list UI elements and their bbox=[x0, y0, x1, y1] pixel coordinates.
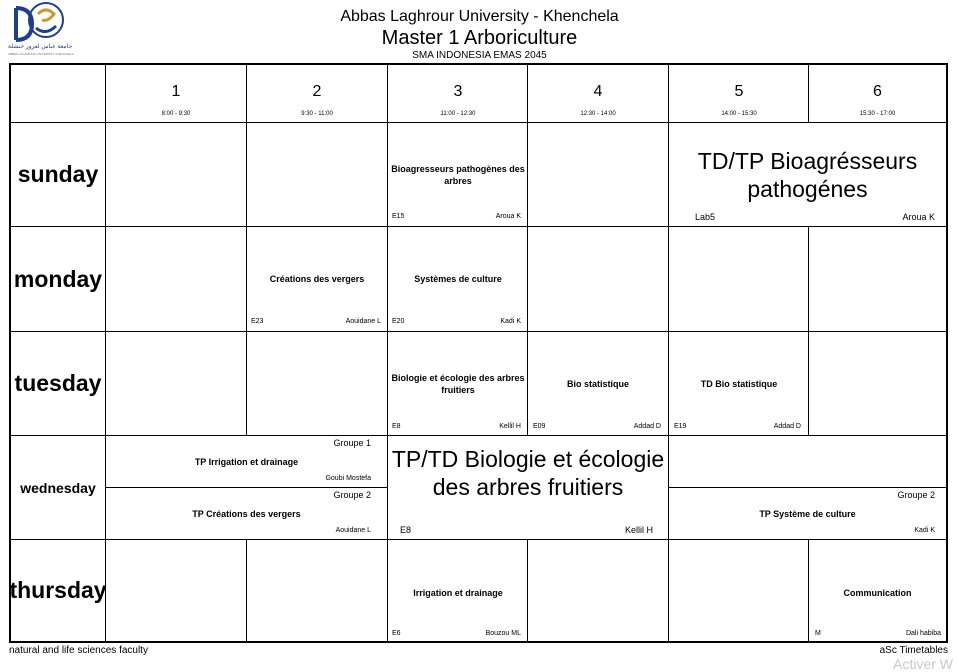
period-time: 8:00 - 9:30 bbox=[161, 111, 191, 117]
session-teacher: Aouidane L bbox=[335, 527, 371, 534]
session-room: E09 bbox=[533, 423, 546, 430]
session-room: E6 bbox=[392, 630, 401, 637]
session-teacher: Aroua K bbox=[495, 213, 521, 220]
period-number: 5 bbox=[734, 83, 744, 100]
day-label: wednesday bbox=[20, 479, 96, 496]
session-teacher: Aouidane L bbox=[345, 318, 381, 325]
timetable-grid bbox=[9, 63, 948, 643]
session-room: E8 bbox=[400, 525, 412, 535]
grid-line bbox=[11, 226, 946, 227]
period-number: 4 bbox=[593, 83, 603, 100]
grid-line bbox=[808, 226, 809, 435]
activation-watermark: Activer W bbox=[893, 656, 953, 672]
logo-arabic-text: جامعة عباس لغرور خنشلة bbox=[8, 44, 73, 50]
logo-subtext: ABBES LAGHROUR UNIVERSITY KHENCHELA bbox=[8, 52, 74, 56]
session-room: E23 bbox=[251, 318, 264, 325]
session-subject: Biologie et écologie des arbres fruitiers bbox=[391, 373, 525, 395]
period-number: 3 bbox=[453, 83, 463, 100]
period-time: 11:00 - 12:30 bbox=[440, 111, 476, 117]
footer-faculty: natural and life sciences faculty bbox=[9, 645, 148, 656]
session-subject: TP Créations des vergers bbox=[192, 509, 301, 519]
group-label: Groupe 1 bbox=[333, 438, 371, 448]
session-room: Lab5 bbox=[695, 212, 716, 222]
session-teacher: Addad D bbox=[773, 423, 801, 430]
period-number: 6 bbox=[873, 83, 882, 100]
grid-line bbox=[105, 65, 106, 641]
session-teacher: Addad D bbox=[633, 423, 661, 430]
day-label: tuesday bbox=[14, 370, 102, 396]
grid-line bbox=[106, 487, 387, 488]
session-teacher: Goubi Mostefa bbox=[325, 475, 371, 482]
session-teacher: Kadi K bbox=[500, 318, 521, 325]
grid-line bbox=[11, 122, 946, 123]
session-teacher: Dali habiba bbox=[905, 630, 941, 637]
session-subject: Irrigation et drainage bbox=[413, 588, 503, 598]
grid-line bbox=[11, 539, 946, 540]
period-time: 14:00 - 15:30 bbox=[721, 111, 757, 117]
program-title: Master 1 Arboriculture bbox=[381, 27, 578, 49]
day-label: thursday bbox=[9, 577, 107, 603]
university-title: Abbas Laghrour University - Khenchela bbox=[340, 8, 619, 25]
period-number: 1 bbox=[171, 83, 181, 100]
grid-line bbox=[387, 65, 388, 641]
grid-line bbox=[11, 435, 946, 436]
session-subject: Systèmes de culture bbox=[414, 274, 502, 284]
period-time: 9:30 - 11:00 bbox=[301, 111, 333, 117]
session-room: E8 bbox=[392, 423, 401, 430]
session-room: E15 bbox=[392, 213, 405, 220]
timetable-subtitle: SMA INDONESIA EMAS 2045 bbox=[412, 50, 547, 61]
session-subject: TP Irrigation et drainage bbox=[194, 457, 299, 467]
session-subject: Bio statistique bbox=[566, 379, 629, 389]
period-number: 2 bbox=[312, 83, 322, 100]
session-subject: TD Bio statistique bbox=[700, 379, 778, 389]
group-label: Groupe 2 bbox=[333, 490, 371, 500]
session-teacher: Aroua K bbox=[902, 212, 935, 222]
session-room: E19 bbox=[674, 423, 687, 430]
group-label: Groupe 2 bbox=[897, 490, 935, 500]
grid-line bbox=[11, 331, 946, 332]
day-label: sunday bbox=[17, 161, 99, 187]
session-subject: Communication bbox=[843, 588, 912, 598]
session-subject: TD/TP Bioagrésseurs pathogénes bbox=[697, 148, 918, 202]
footer-software: aSc Timetables bbox=[879, 645, 948, 656]
session-teacher: Kellil H bbox=[624, 525, 653, 535]
session-teacher: Kadi K bbox=[914, 527, 935, 534]
session-room: E20 bbox=[392, 318, 405, 325]
session-subject: TP/TD Biologie et écologie des arbres fruitiers bbox=[391, 446, 665, 500]
session-teacher: Kellil H bbox=[499, 423, 521, 430]
session-teacher: Bouzou ML bbox=[485, 630, 521, 637]
day-label: monday bbox=[13, 265, 103, 292]
grid-line bbox=[668, 487, 946, 488]
grid-line bbox=[246, 226, 247, 435]
period-time: 15:30 - 17:00 bbox=[859, 111, 896, 117]
period-time: 12:30 - 14:00 bbox=[580, 111, 616, 117]
session-room: M bbox=[815, 630, 821, 637]
grid-line bbox=[246, 539, 247, 641]
session-subject: Créations des vergers bbox=[269, 274, 365, 284]
session-subject: TP Système de culture bbox=[759, 509, 856, 519]
session-subject: Bioagresseurs pathogènes des arbres bbox=[391, 164, 525, 186]
